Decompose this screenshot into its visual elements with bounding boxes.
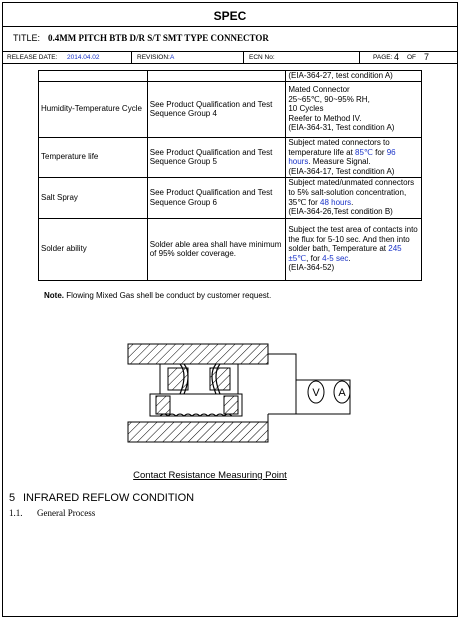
table-cell bbox=[39, 71, 148, 82]
req-text: . Measure Signal. bbox=[308, 157, 371, 167]
req-text: . bbox=[351, 197, 354, 207]
release-row bbox=[3, 52, 457, 63]
divider bbox=[3, 26, 457, 27]
page-label: PAGE: bbox=[373, 54, 393, 61]
table-cell bbox=[147, 71, 286, 82]
divider bbox=[359, 52, 360, 63]
divider bbox=[243, 52, 244, 63]
test-table bbox=[38, 70, 422, 281]
req-line: Mated Connector bbox=[288, 85, 350, 95]
requirement-cell bbox=[286, 218, 422, 280]
of-label: OF bbox=[407, 54, 417, 61]
req-duration: 96 hours bbox=[288, 147, 396, 167]
test-reference: See Product Qualification and Test Sequence Group 6 bbox=[147, 177, 286, 218]
test-reference: See Product Qualification and Test Sequence Group 5 bbox=[147, 137, 286, 177]
lower-board bbox=[128, 422, 268, 442]
subsection-heading bbox=[9, 508, 95, 518]
table-row bbox=[39, 137, 422, 177]
divider bbox=[131, 52, 132, 63]
receptacle-contact-left bbox=[156, 396, 170, 414]
ecn-label: ECN No: bbox=[249, 54, 275, 61]
title-label: TITLE: bbox=[13, 33, 41, 43]
requirement-cell bbox=[286, 81, 422, 137]
revision-label: REVISION: bbox=[137, 54, 170, 61]
measurement-wires bbox=[268, 354, 296, 422]
ammeter-label: A bbox=[338, 387, 346, 399]
test-item: Salt Spray bbox=[39, 177, 148, 218]
document-title: 0.4MM PITCH BTB D/R S/T SMT TYPE CONNECTOR bbox=[48, 33, 269, 43]
req-text: for bbox=[372, 147, 387, 157]
title-row bbox=[13, 33, 269, 43]
test-item: Solder ability bbox=[39, 218, 148, 280]
test-item: Temperature life bbox=[39, 137, 148, 177]
diagram-caption: Contact Resistance Measuring Point bbox=[133, 470, 287, 481]
req-standard: (EIA-364-52) bbox=[288, 263, 335, 273]
release-label: RELEASE DATE: bbox=[7, 54, 58, 61]
voltmeter-label: V bbox=[312, 387, 320, 399]
req-text: Subject mated/unmated connectors to 5% salt-solution concentration, 35℃ for bbox=[288, 178, 415, 207]
section-number: 5 bbox=[9, 492, 16, 504]
note bbox=[44, 291, 271, 300]
page-number: 4 bbox=[394, 52, 400, 62]
req-text: , for bbox=[306, 253, 323, 263]
req-line: (EIA-364-31, Test condition A) bbox=[288, 123, 395, 133]
req-text: . bbox=[348, 253, 351, 263]
section-title: INFRARED REFLOW CONDITION bbox=[23, 492, 195, 504]
revision-value: A bbox=[170, 54, 175, 61]
test-reference: Solder able area shall have minimum of 95% solder coverage. bbox=[147, 218, 286, 280]
table-row bbox=[39, 177, 422, 218]
page-total: 7 bbox=[424, 52, 430, 62]
upper-board bbox=[128, 344, 268, 364]
test-item: Humidity-Temperature Cycle bbox=[39, 81, 148, 137]
spec-heading: SPEC bbox=[213, 9, 247, 23]
note-text: Flowing Mixed Gas shell be conduct by customer request. bbox=[64, 291, 272, 300]
release-date: 2014.04.02 bbox=[67, 54, 100, 61]
subsection-number: 1.1. bbox=[9, 508, 23, 518]
req-line: 25~65℃, 90~95% RH, bbox=[288, 94, 370, 104]
contact-resistance-diagram bbox=[120, 340, 360, 450]
table-row bbox=[39, 71, 422, 82]
note-label: Note. bbox=[44, 291, 64, 300]
req-line: Reefer to Method IV. bbox=[288, 113, 362, 123]
requirement-cell bbox=[286, 137, 422, 177]
table-row bbox=[39, 81, 422, 137]
req-duration: 48 hours bbox=[320, 197, 352, 207]
requirement-cell bbox=[286, 177, 422, 218]
req-text: Subject the test area of contacts into the flux for 5-10 sec. And then into solder bath, Temperature at bbox=[288, 225, 418, 254]
req-text: Subject mated connectors to temperature life at bbox=[288, 137, 390, 157]
req-duration: 4-5 sec bbox=[322, 253, 349, 263]
subsection-title: General Process bbox=[37, 508, 96, 518]
plug-contact-left bbox=[168, 368, 188, 390]
req-line: 10 Cycles bbox=[288, 104, 324, 114]
table-row bbox=[39, 218, 422, 280]
req-temperature: 85℃ bbox=[355, 147, 373, 157]
section-heading bbox=[9, 492, 194, 504]
req-standard: (EIA-364-26,Test condition B) bbox=[288, 207, 393, 217]
receptacle-contact-right bbox=[224, 396, 238, 414]
req-standard: (EIA-364-17, Test condition A) bbox=[288, 166, 395, 176]
req-temperature: 245 ±5℃ bbox=[288, 244, 402, 263]
requirement-cell: (EIA-364-27, test condition A) bbox=[286, 71, 422, 82]
divider bbox=[3, 63, 457, 64]
test-reference: See Product Qualification and Test Sequence Group 4 bbox=[147, 81, 286, 137]
